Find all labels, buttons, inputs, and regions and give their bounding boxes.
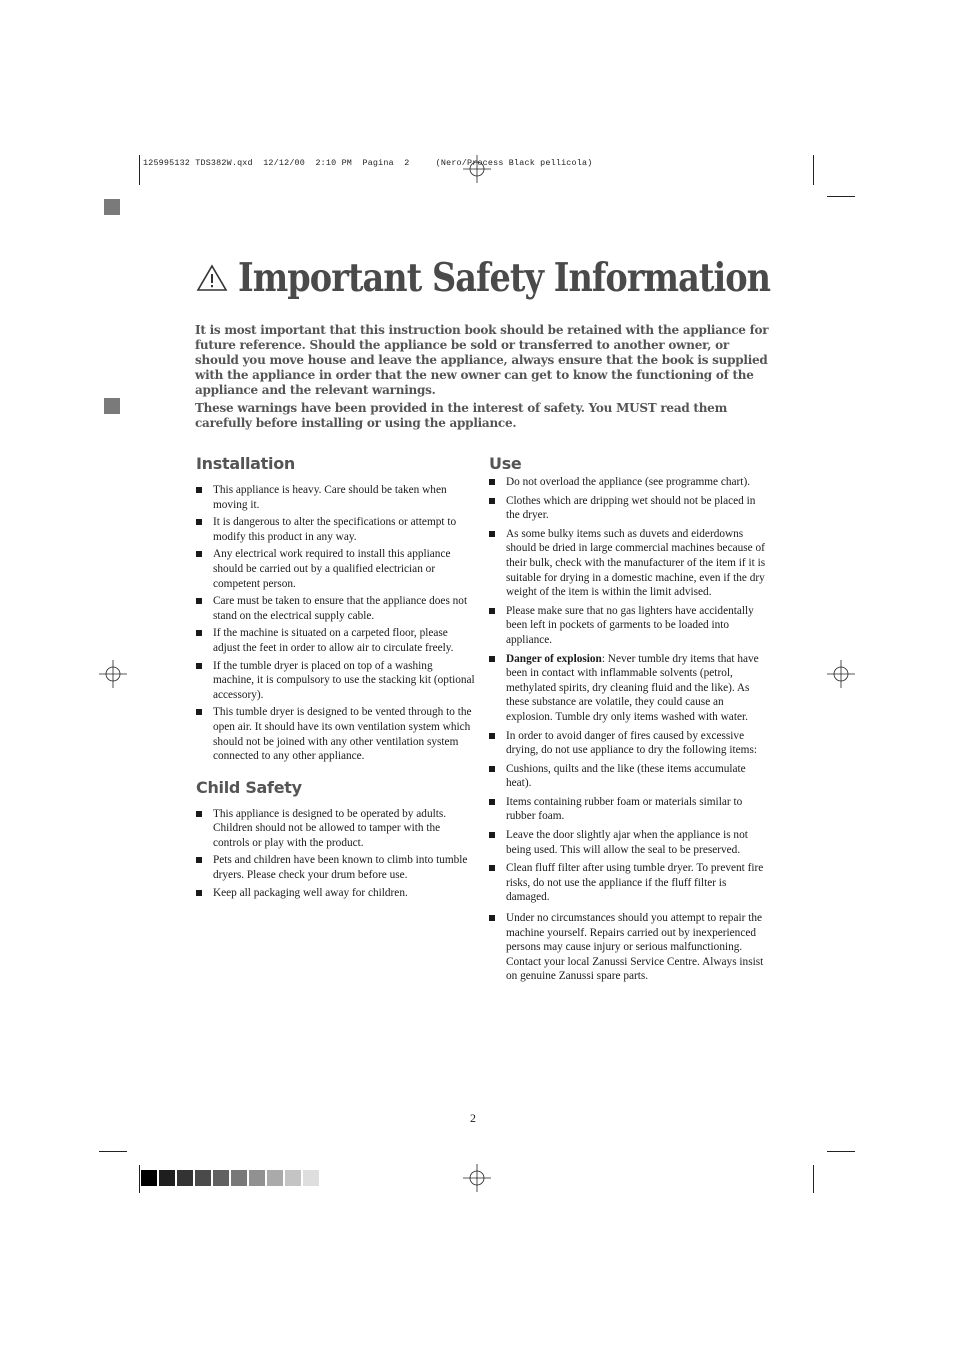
list-item: Clean fluff filter after using tumble dryer. To prevent fire risks, do not use the appliance if the fluff filter is damaged. — [489, 861, 769, 905]
registration-mark-icon — [463, 1164, 491, 1192]
page-title — [196, 255, 857, 301]
crop-mark — [827, 196, 855, 197]
right-column — [489, 454, 769, 988]
intro-paragraph: It is most important that this instruction book should be retained with the appliance for future reference. Should the appliance be sold or transferred to another owner, or should you move house and leave the appliance, always ensure that the book is supplied with the appliance in order that the new owner can get to know the functioning of the appliance and the relevant warnings. — [195, 323, 769, 397]
explosion-label: Danger of explosion — [506, 652, 602, 665]
use-heading: Use — [489, 454, 522, 473]
installation-heading: Installation — [196, 454, 295, 473]
color-swatch — [267, 1170, 283, 1186]
list-item: If the machine is situated on a carpeted floor, please adjust the feet in order to allow air to circulate freely. — [196, 626, 476, 655]
color-swatch — [195, 1170, 211, 1186]
intro-text — [195, 323, 770, 434]
warning-triangle-icon — [196, 264, 228, 292]
list-item-explosion — [489, 652, 769, 725]
registration-mark-icon — [99, 660, 127, 688]
child-safety-heading: Child Safety — [196, 777, 302, 797]
list-item: Under no circumstances should you attempt to repair the machine yourself. Repairs carried out by inexperienced persons may cause injury or serious malfunctioning. Contact your local Zanussi Service Centre. Always insist on genuine Zanussi spare parts. — [489, 911, 769, 984]
color-swatch — [303, 1170, 319, 1186]
crop-mark — [139, 155, 140, 185]
color-swatch — [285, 1170, 301, 1186]
list-item: Pets and children have been known to climb into tumble dryers. Please check your drum before use. — [196, 853, 476, 882]
color-swatch — [141, 1170, 157, 1186]
list-item: This appliance is designed to be operated by adults. Children should not be allowed to tamper with the controls or play with the product. — [196, 807, 476, 851]
registration-mark-icon — [827, 660, 855, 688]
color-swatch — [177, 1170, 193, 1186]
crop-mark — [813, 1165, 814, 1193]
crop-mark — [139, 1165, 140, 1193]
color-swatch — [249, 1170, 265, 1186]
print-slug: 125995132 TDS382W.qxd 12/12/00 2:10 PM Pagina 2 (Nero/Process Black pellicola) — [143, 158, 593, 168]
crop-mark — [827, 1151, 855, 1152]
left-column — [196, 454, 476, 903]
list-item: As some bulky items such as duvets and eiderdowns should be dried in large commercial machines because of their bulk, check with the manufacturer of the item if it is suitable for drying in a domestic machine, even if the dry weight of the item is within the limit advised. — [489, 527, 769, 600]
use-list — [489, 475, 769, 984]
list-item: Clothes which are dripping wet should not be placed in the dryer. — [489, 494, 769, 523]
list-item: If the tumble dryer is placed on top of a washing machine, it is compulsory to use the stacking kit (optional accessory). — [196, 659, 476, 703]
registration-mark-icon — [463, 155, 491, 183]
side-marker — [104, 398, 120, 414]
list-item: Any electrical work required to install this appliance should be carried out by a qualified electrician or competent person. — [196, 547, 476, 591]
list-item: Leave the door slightly ajar when the appliance is not being used. This will allow the seal to be preserved. — [489, 828, 769, 857]
list-item: In order to avoid danger of fires caused by excessive drying, do not use appliance to dry the following items: — [489, 729, 769, 758]
list-item: Do not overload the appliance (see programme chart). — [489, 475, 769, 490]
list-item: This tumble dryer is designed to be vented through to the open air. It should have its own ventilation system which should not be joined with any other ventilation system connected to any other appliance. — [196, 705, 476, 763]
list-item: Please make sure that no gas lighters have accidentally been left in pockets of garments to be loaded into appliance. — [489, 604, 769, 648]
color-swatch — [213, 1170, 229, 1186]
list-item: It is dangerous to alter the specifications or attempt to modify this product in any way. — [196, 515, 476, 544]
list-item: Items containing rubber foam or materials similar to rubber foam. — [489, 795, 769, 824]
color-swatch — [159, 1170, 175, 1186]
list-item: Care must be taken to ensure that the appliance does not stand on the electrical supply cable. — [196, 594, 476, 623]
intro-paragraph: These warnings have been provided in the interest of safety. You MUST read them carefully before installing or using the appliance. — [195, 401, 728, 430]
child-safety-list — [196, 807, 476, 901]
page-number: 2 — [470, 1111, 476, 1125]
crop-mark — [99, 1151, 127, 1152]
crop-mark — [813, 155, 814, 185]
list-item: Keep all packaging well away for children. — [196, 886, 476, 901]
color-bar — [141, 1170, 319, 1186]
explosion-text: : Never tumble dry items that have been in contact with inflammable solvents (petrol, methylated spirits, dry cleaning fluid and the like). As these substance are volatile, they could cause an explosion. Tumble dry only items washed with water. — [506, 652, 759, 723]
title-text: Important Safety Information — [238, 255, 771, 301]
list-item: This appliance is heavy. Care should be taken when moving it. — [196, 483, 476, 512]
list-item: Cushions, quilts and the like (these items accumulate heat). — [489, 762, 769, 791]
color-swatch — [231, 1170, 247, 1186]
side-marker — [104, 199, 120, 215]
installation-list — [196, 483, 476, 764]
